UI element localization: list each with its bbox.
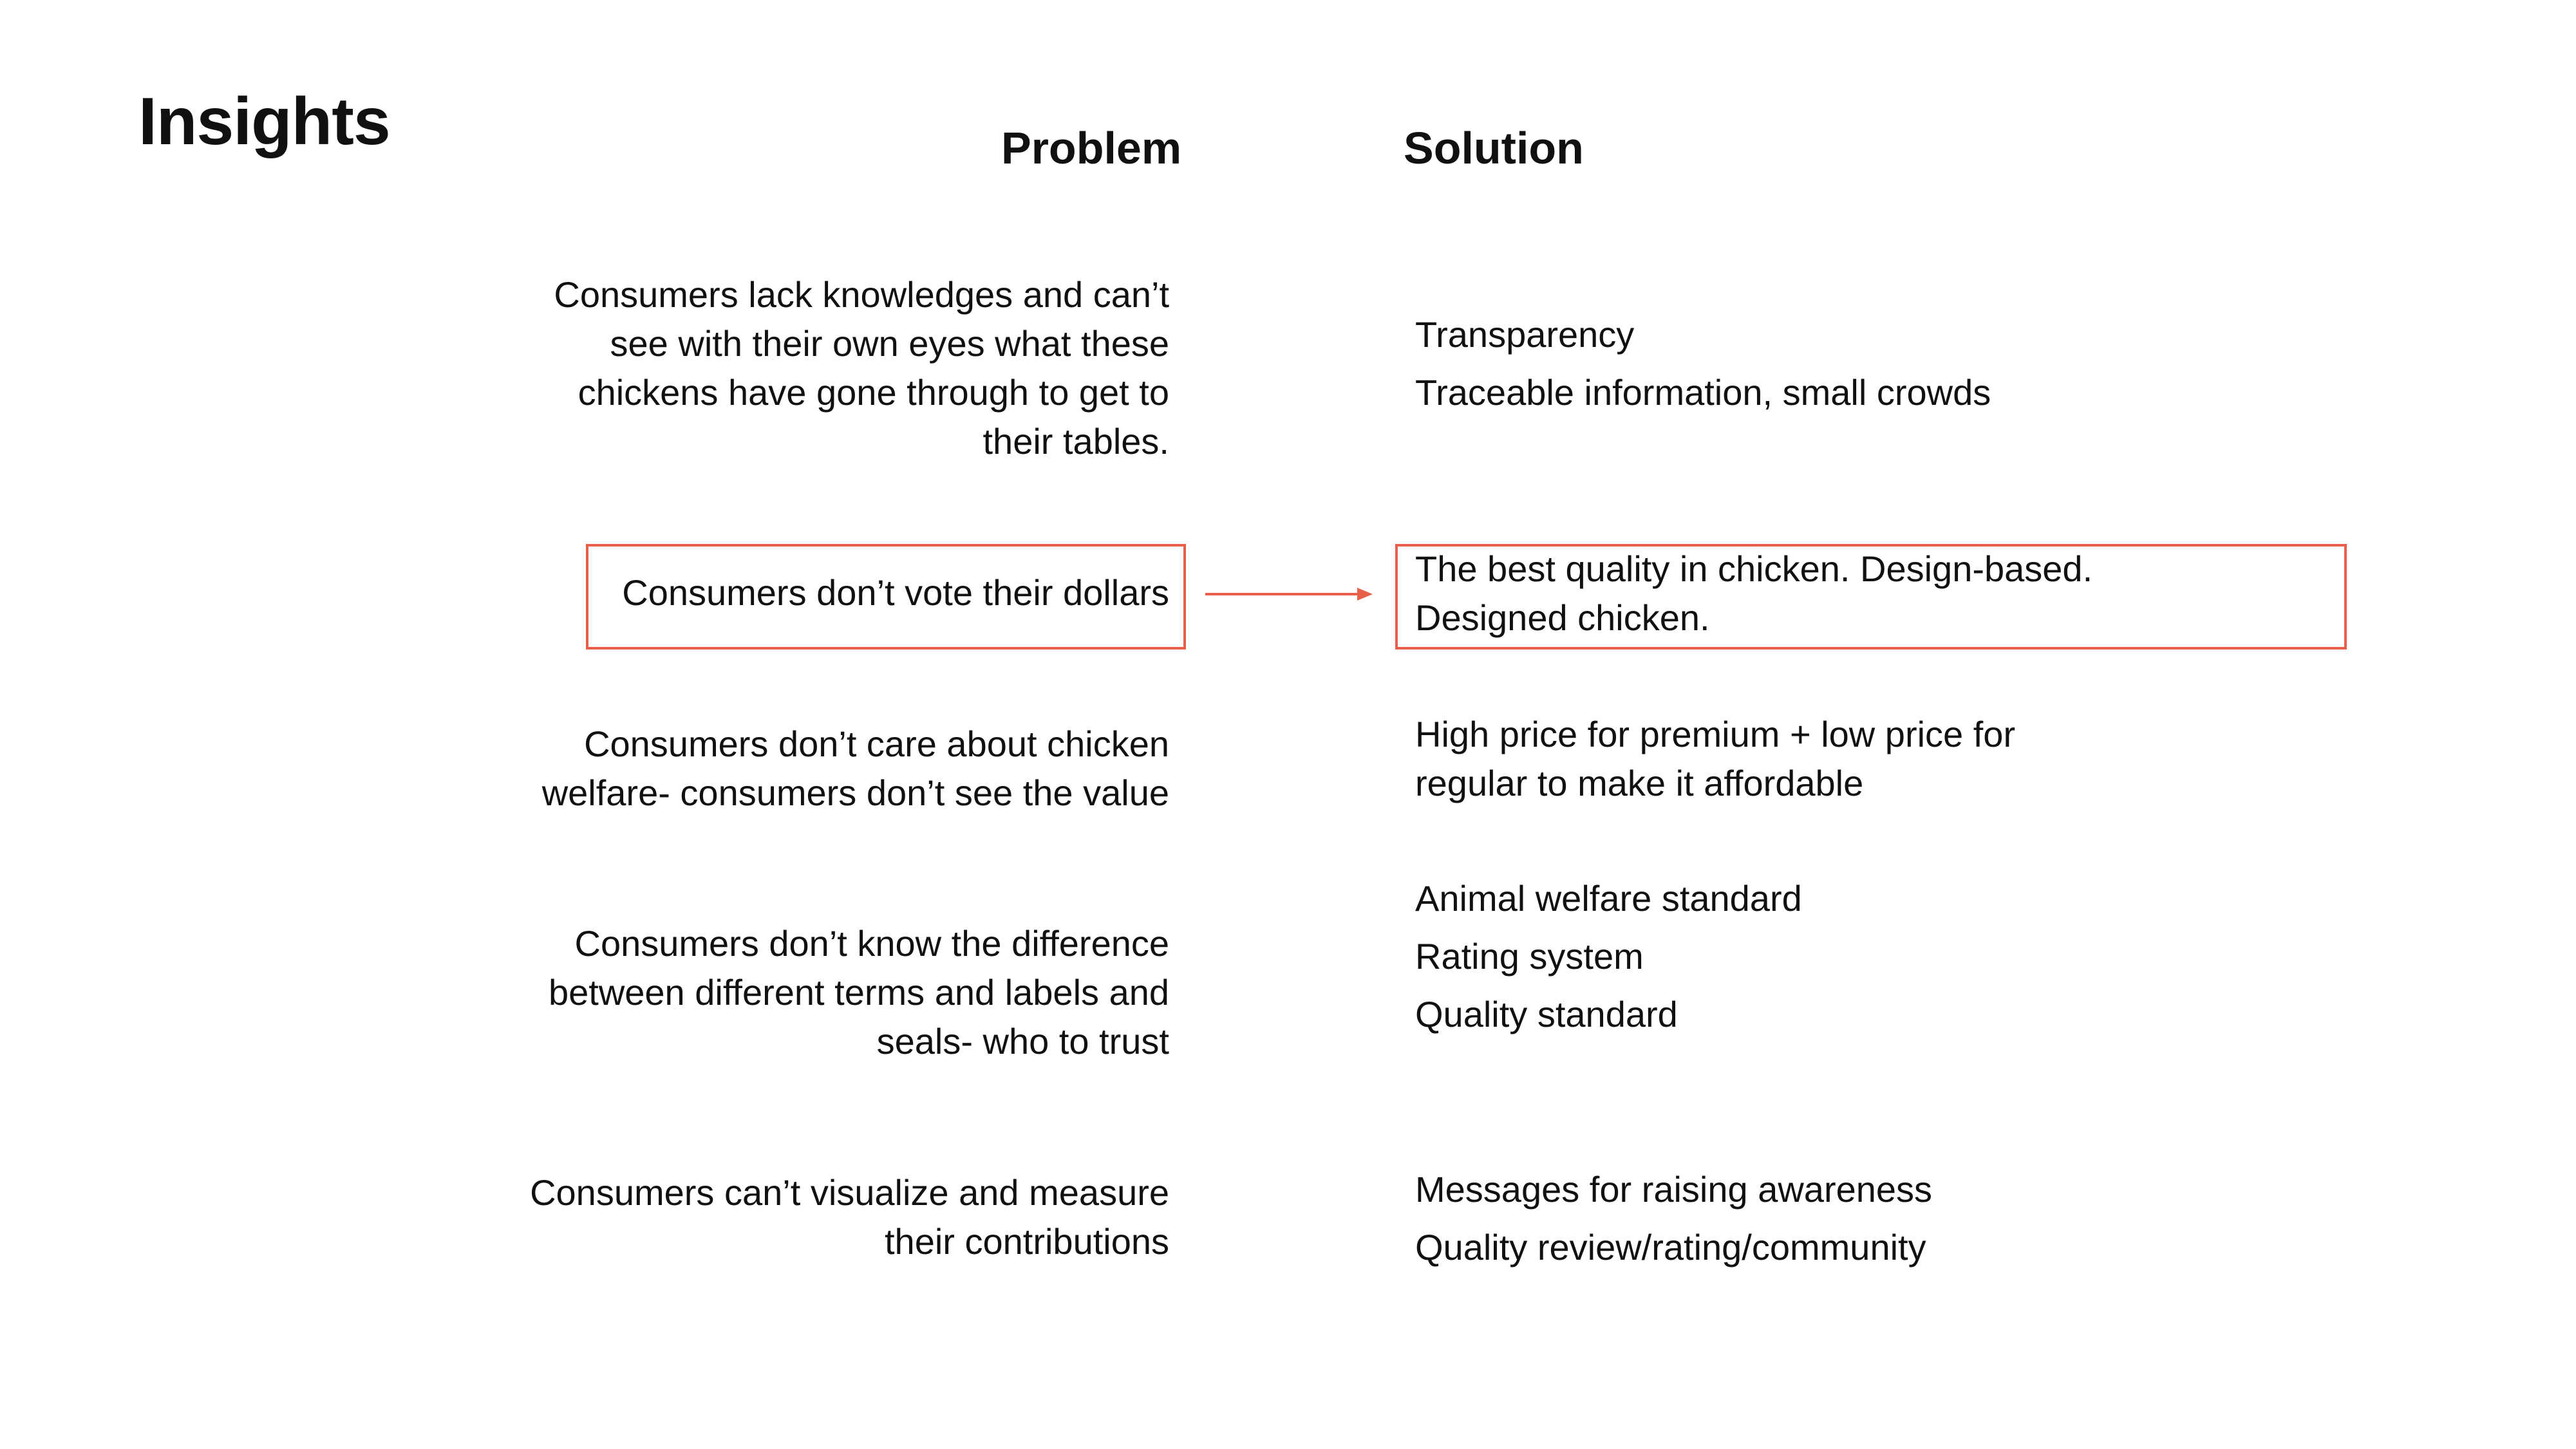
solution-group-5 — [1415, 1165, 2317, 1281]
solution-line: Quality standard — [1415, 994, 1678, 1034]
problem-text-1: Consumers lack knowledges and can’t see with their own eyes what these chickens have gone through to get to their tables. — [554, 274, 1169, 462]
solution-group-1 — [1415, 310, 2317, 426]
solution-line: Rating system — [1415, 936, 1644, 977]
solution-line: Transparency — [1415, 314, 1635, 355]
page-title: Insights — [138, 84, 390, 159]
solution-line: Animal welfare standard — [1415, 878, 1802, 919]
solution-line: Messages for raising awareness — [1415, 1169, 1933, 1210]
solution-line: Traceable information, small crowds — [1415, 372, 1991, 413]
solution-line: Quality review/rating/community — [1415, 1227, 1926, 1267]
solution-group-3 — [1415, 710, 2317, 808]
problem-text-4: Consumers don’t know the difference between different terms and labels and seals- who to trust — [548, 923, 1169, 1061]
solution-column-header: Solution — [1404, 123, 1584, 173]
solution-line: The best quality in chicken. Design-based. — [1415, 548, 2093, 589]
problem-text-5: Consumers can’t visualize and measure their contributions — [530, 1172, 1169, 1262]
solution-group-4 — [1415, 874, 2317, 1048]
solution-line: Designed chicken. — [1415, 597, 1710, 638]
problem-text-2: Consumers don’t vote their dollars — [622, 572, 1169, 613]
arrow-icon — [1205, 584, 1373, 604]
solution-line: regular to make it affordable — [1415, 763, 1864, 803]
solution-group-2 — [1415, 545, 2317, 642]
problem-text-3: Consumers don’t care about chicken welfare- consumers don’t see the value — [541, 724, 1169, 813]
solution-line: High price for premium + low price for — [1415, 714, 2016, 754]
problem-column-header: Problem — [1001, 123, 1182, 173]
